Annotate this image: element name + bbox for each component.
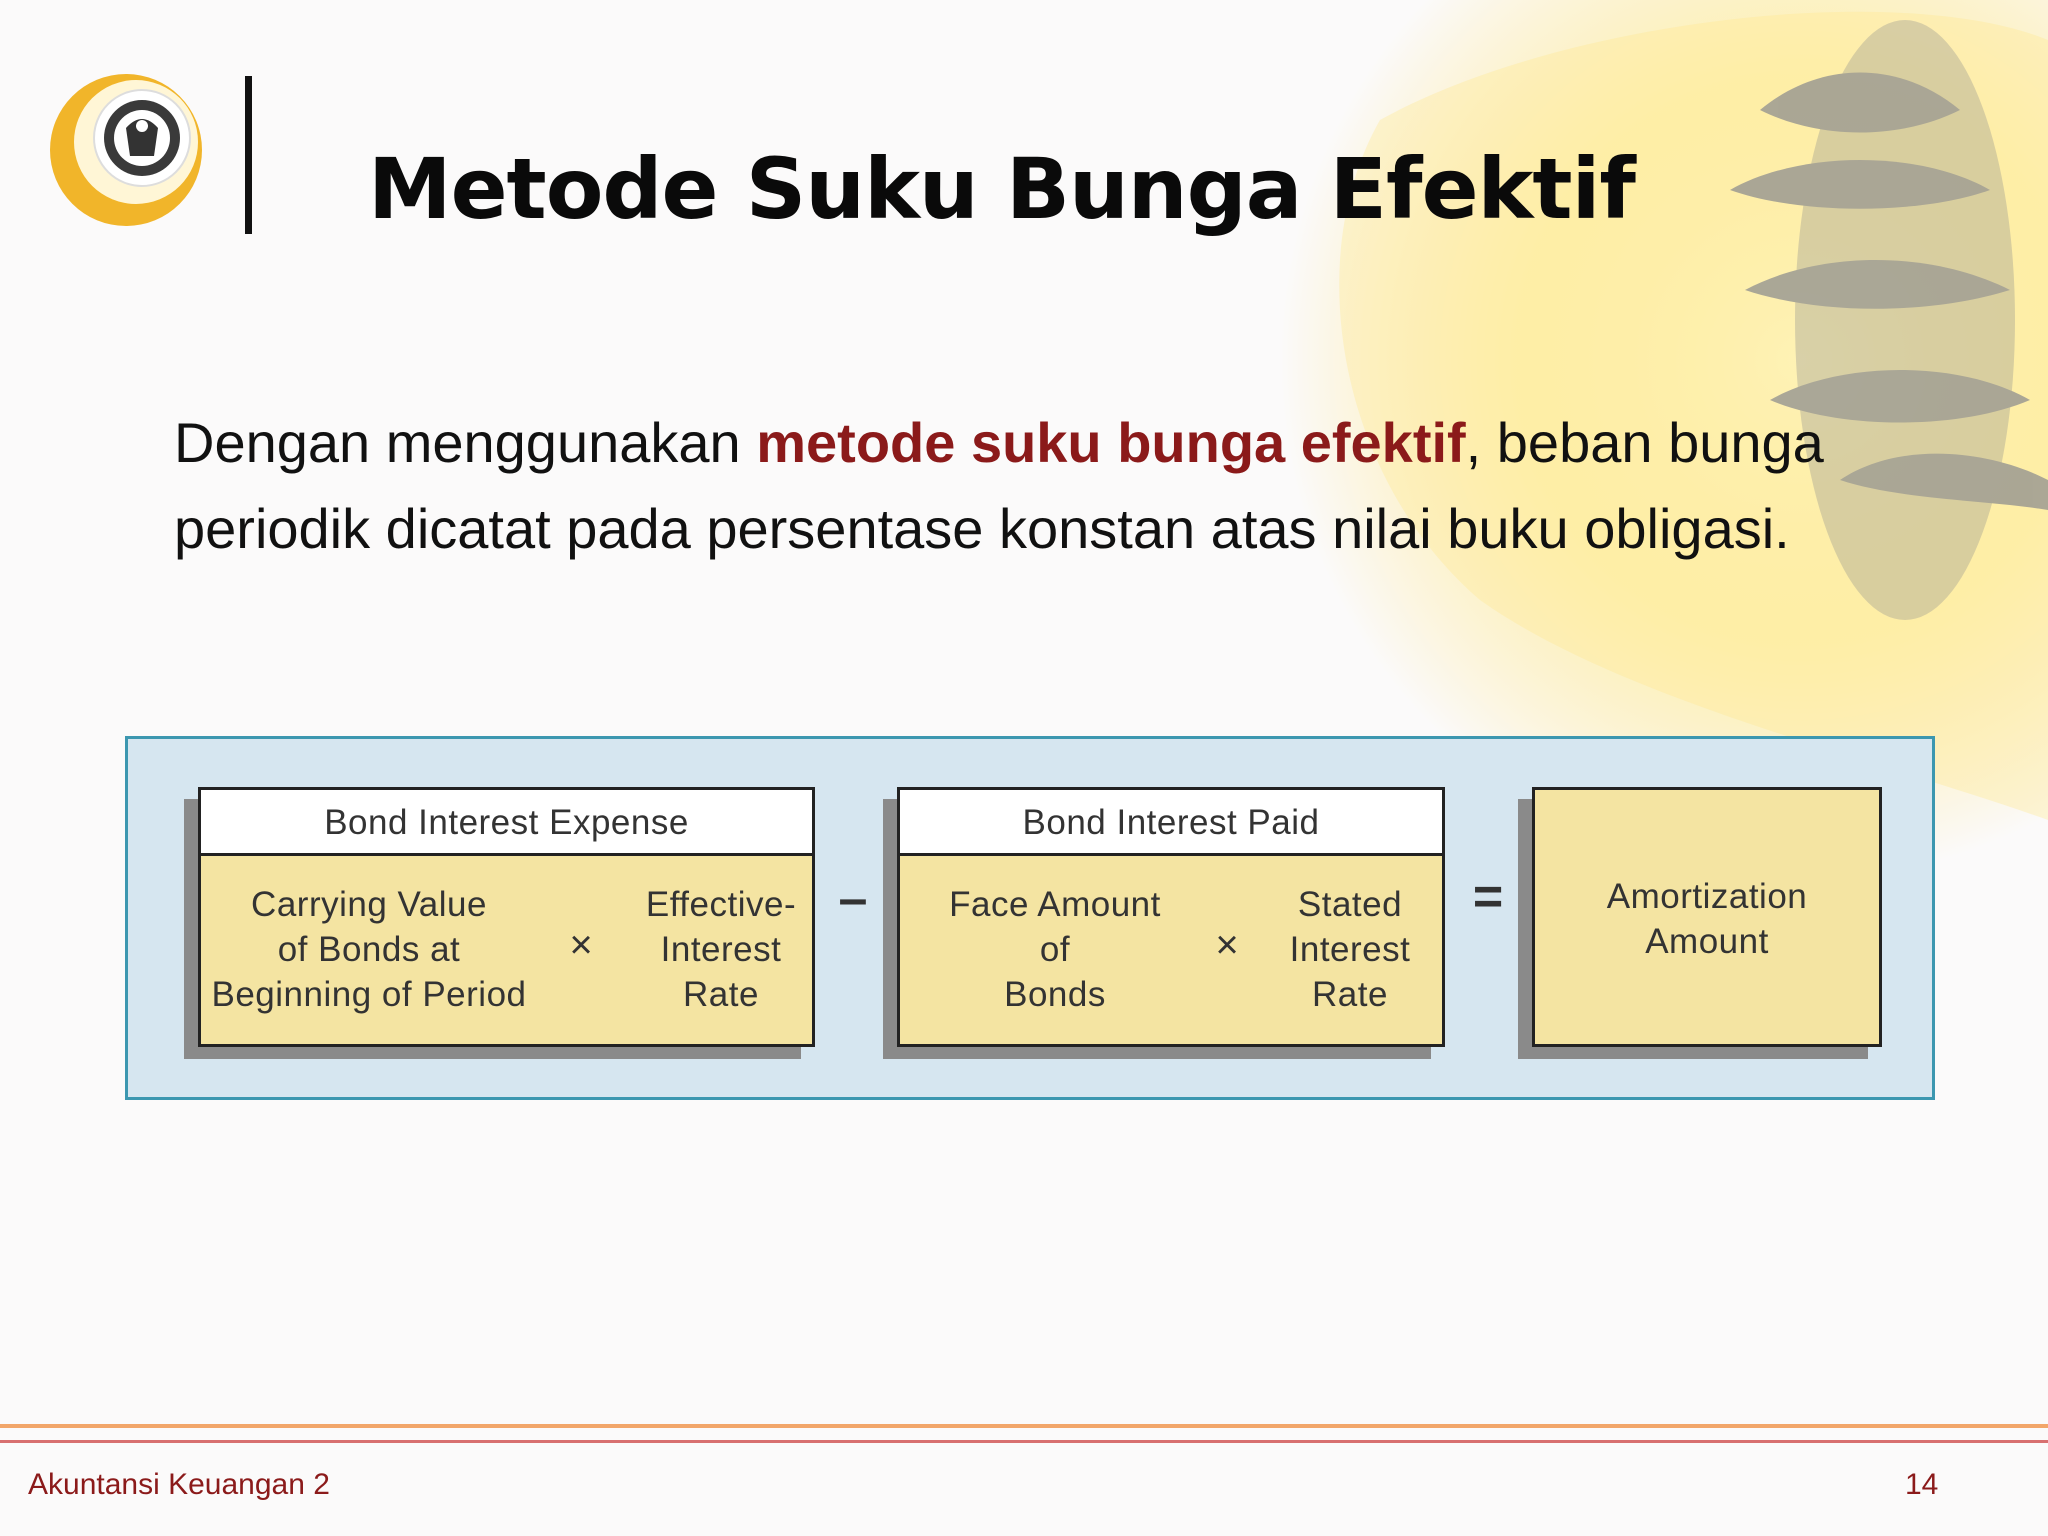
slide-body-text xyxy=(174,400,1894,572)
body-text-highlight: metode suku bunga efektif xyxy=(756,411,1466,474)
effective-interest-rate-label: Effective- Interest Rate xyxy=(645,885,797,1014)
bond-interest-expense-box xyxy=(198,787,815,1047)
bond-interest-paid-header: Bond Interest Paid xyxy=(900,790,1442,856)
amortization-amount-label: Amortization Amount xyxy=(1606,877,1808,961)
footer-course-name: Akuntansi Keuangan 2 xyxy=(28,1468,330,1501)
footer-divider-top xyxy=(0,1424,2048,1428)
multiply-operator: × xyxy=(1215,923,1239,967)
stated-interest-rate-label: Stated Interest Rate xyxy=(1289,885,1411,1014)
bond-interest-paid-box xyxy=(897,787,1445,1047)
university-logo xyxy=(46,70,206,230)
body-text-intro: Dengan menggunakan xyxy=(174,411,757,474)
face-amount-label: Face Amount of Bonds xyxy=(949,885,1161,1014)
carrying-value-label: Carrying Value of Bonds at Beginning of Period xyxy=(211,885,527,1014)
body-text-rest: , beban bunga periodik dicatat pada persentase konstan atas nilai buku obligasi. xyxy=(174,411,1824,560)
minus-operator: – xyxy=(838,870,868,928)
footer-page-number: 14 xyxy=(1905,1468,1939,1501)
bond-interest-expense-header: Bond Interest Expense xyxy=(201,790,812,856)
footer-divider-bottom xyxy=(0,1440,2048,1443)
amortization-amount-box xyxy=(1532,787,1882,1047)
multiply-operator: × xyxy=(569,923,593,967)
equals-operator: = xyxy=(1472,868,1504,926)
title-divider xyxy=(245,76,252,234)
slide-title: Metode Suku Bunga Efektif xyxy=(368,140,1635,238)
formula-diagram xyxy=(125,736,1935,1100)
